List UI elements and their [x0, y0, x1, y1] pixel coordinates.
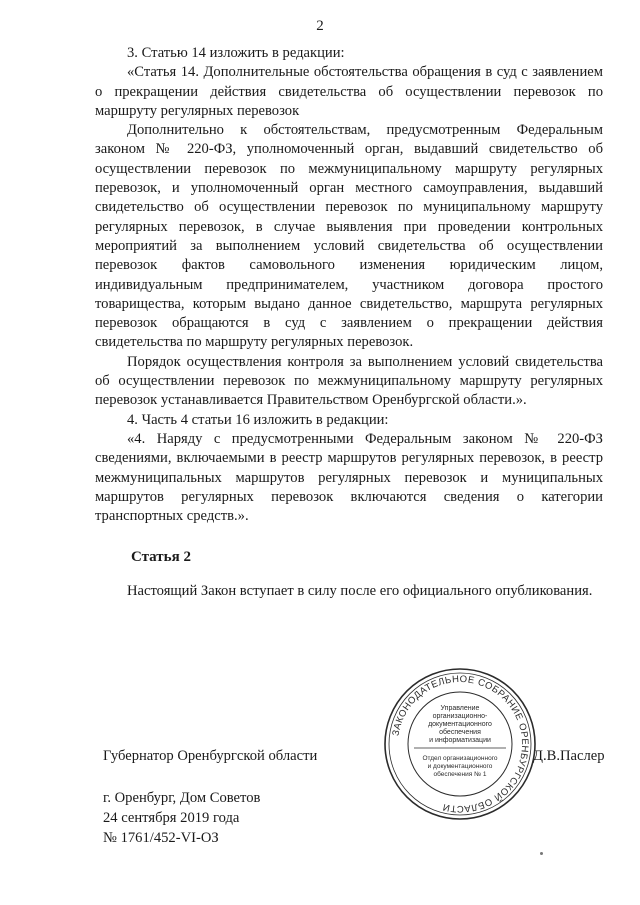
law-details — [103, 788, 260, 848]
svg-text:ЗАКОНОДАТЕЛЬНОЕ СОБРАНИЕ ОРЕНБ: ЗАКОНОДАТЕЛЬНОЕ СОБРАНИЕ ОРЕНБУРГСКОЙ ОБЛАСТИ — [390, 673, 531, 815]
article-14-body: Дополнительно к обстоятельствам, предусмотренным Федеральным законом № 220-ФЗ, уполномоченный орган, выдавший свидетельство об осуществлении перевозок по межмуниципальному маршруту регулярных перевозок, и уполномоченный орган местного самоуправления, выдавший свидетельство об осуществлении перевозок по муниципальному маршруту регулярных перевозок, в случае выявления при проведении контрольных мероприятий за выполнением условий свидетельства об осуществлении перевозок фактов самовольного изменения юридическим лицом, индивидуальным предпринимателем, участником договора простого товарищества, которым выдано данное свидетельство, маршрута регулярных перевозок обращаются в суд с заявлением о прекращении действия свидетельства по маршруту регулярных перевозок. — [95, 122, 603, 351]
paragraph-item-3: 3. Статью 14 изложить в редакции: — [127, 45, 345, 61]
article-14-control-procedure: Порядок осуществления контроля за выполнением условий свидетельства об осуществлении перевозок по межмуниципальному маршруту регулярных перевозок устанавливается Правительством Оренбургской области.». — [95, 353, 603, 409]
page-number: 2 — [316, 18, 324, 34]
governor-name: Д.В.Паслер — [533, 748, 605, 764]
article-2-text: Настоящий Закон вступает в силу после его официального опубликования. — [127, 582, 593, 599]
scan-dot — [540, 852, 543, 855]
law-date: 24 сентября 2019 года — [103, 810, 240, 826]
svg-text:обеспечения: обеспечения — [439, 729, 481, 736]
svg-text:Управление: Управление — [440, 705, 480, 712]
svg-text:обеспечения № 1: обеспечения № 1 — [433, 771, 487, 778]
law-number: № 1761/452-VI-ОЗ — [103, 830, 219, 846]
official-seal-stamp — [382, 666, 538, 822]
svg-text:документационного: документационного — [428, 721, 492, 728]
svg-text:организационно-: организационно- — [432, 713, 488, 720]
governor-title: Губернатор Оренбургской области — [103, 748, 318, 764]
svg-text:и информатизации: и информатизации — [429, 737, 491, 744]
article-2-heading: Статья 2 — [131, 549, 191, 566]
paragraph-item-4: 4. Часть 4 статьи 16 изложить в редакции: — [127, 411, 389, 428]
article-14-title: «Статья 14. Дополнительные обстоятельства обращения в суд с заявлением о прекращении действия свидетельства об осуществлении перевозок по маршруту регулярных перевозок — [95, 64, 603, 119]
article-16-part-4: «4. Наряду с предусмотренными Федеральным законом № 220-ФЗ сведениями, включаемыми в реестр маршрутов регулярных перевозок, в реестр межмуниципальных маршрутов регулярных перевозок и муниципальных маршрутов регулярных перевозок включаются сведения о категории транспортных средств.». — [95, 430, 603, 525]
law-place: г. Оренбург, Дом Советов — [103, 790, 261, 806]
svg-text:Отдел организационного: Отдел организационного — [422, 755, 498, 762]
document-body — [95, 44, 603, 601]
svg-text:и документационного: и документационного — [427, 763, 493, 770]
